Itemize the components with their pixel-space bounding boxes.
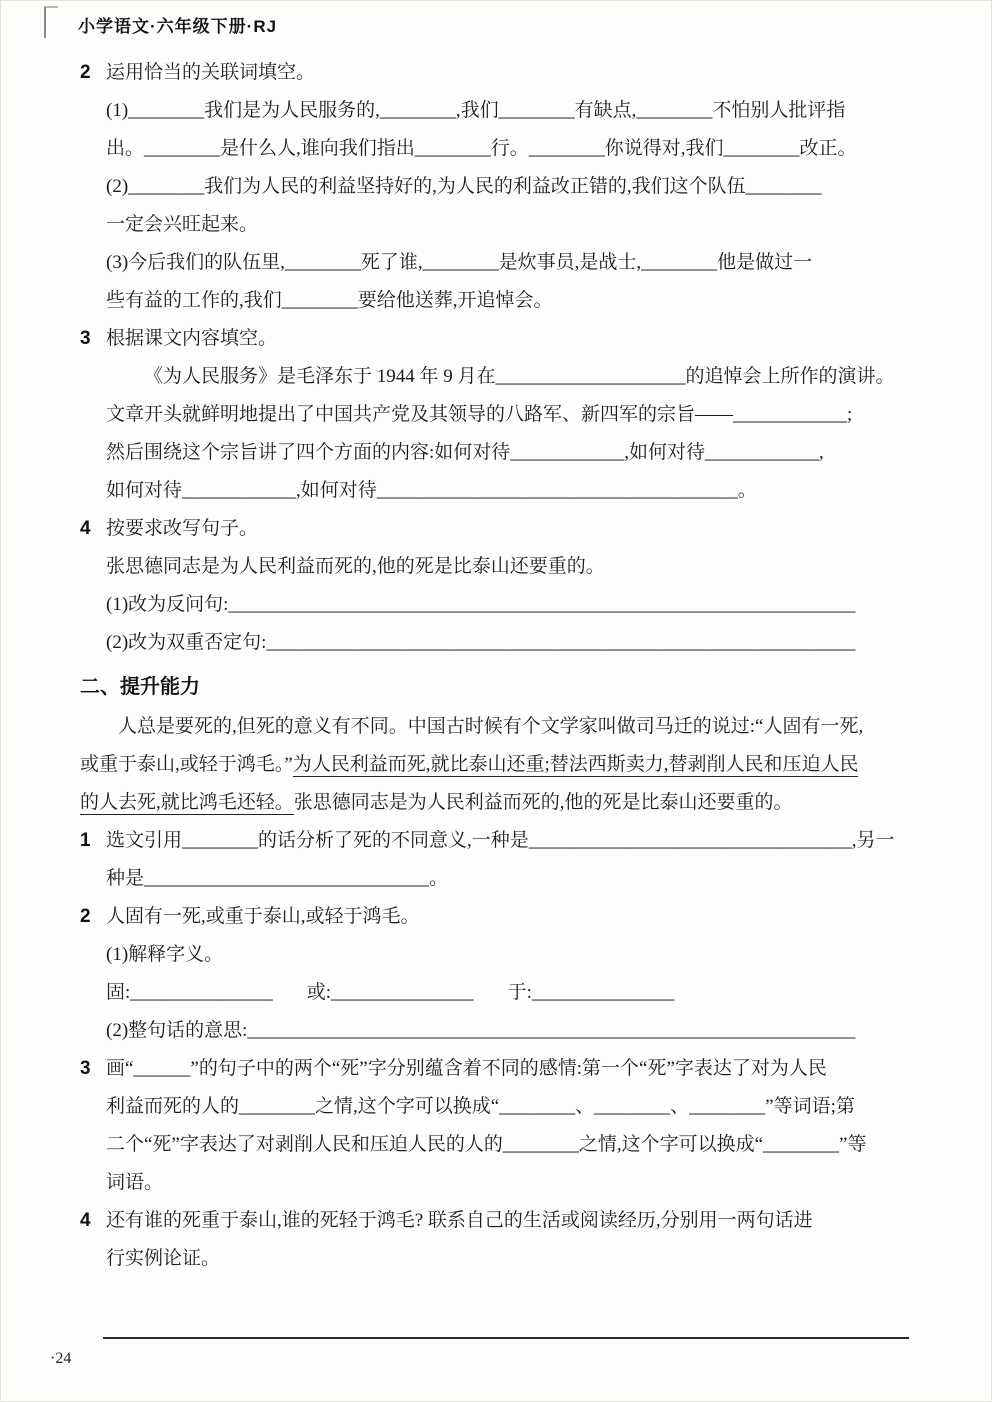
item2-q1-line1: (1)________我们是为人民服务的,________,我们________有缺点,________不怕别人批评指 [106,100,846,121]
item3-paragraph-line3: 然后围绕这个宗旨讲了四个方面的内容:如何对待____________,如何对待____________, [106,442,824,463]
p2-item4-number: 4 [80,1210,91,1231]
p2-item4-line2: 行实例论证。 [106,1248,221,1269]
p2-item4-row [80,1202,914,1240]
section2-heading: 二、提升能力 [80,676,200,698]
corner-crop-mark [44,6,58,38]
p2-item2-number: 2 [80,906,91,927]
worksheet-content [80,54,914,1278]
definition-yu: 于:_______________ [507,982,675,1003]
page-number: ·24 [50,1350,72,1367]
p2-item1-row [80,822,914,860]
p2-item3-line4: 词语。 [106,1172,164,1193]
item4-title: 按要求改写句子。 [106,518,259,539]
item2-number: 2 [80,62,91,83]
item2-q3-line2: 些有益的工作的,我们________要给他送葬,开追悼会。 [106,290,553,311]
footer-rule [103,1337,909,1339]
p2-item2-definitions-row [80,974,914,1012]
item4-number: 4 [80,518,91,539]
item2-q3-line1: (3)今后我们的队伍里,________死了谁,________是炊事员,是战士,________他是做过一 [106,252,813,273]
definition-gu: 固:_______________ [106,982,273,1003]
passage-line2-normal: 或重于泰山,或轻于鸿毛。” [80,754,293,775]
p2-item3-line2: 利益而死的人的________之情,这个字可以换成“________、________、________”等词语;第 [106,1096,855,1117]
p2-item3-line3: 二个“死”字表达了对剥削人民和压迫人民的人的________之情,这个字可以换成“________”等 [106,1134,867,1155]
item3-row [80,320,914,358]
p2-item2-row [80,898,914,936]
item2-title: 运用恰当的关联词填空。 [106,62,316,83]
p2-item2-q1-label: (1)解释字义。 [106,944,224,965]
item3-number: 3 [80,328,91,349]
p2-item2-q2-line: (2)整句话的意思:________________________________________________________________ [106,1020,856,1041]
p2-item3-row [80,1050,914,1088]
p2-item1-line1: 选文引用________的话分析了死的不同意义,一种是__________________________________,另一 [106,830,895,851]
item2-row [80,54,914,92]
item4-q1-line: (1)改为反问句:__________________________________________________________________ [106,594,856,615]
p2-item4-line1: 还有谁的死重于泰山,谁的死轻于鸿毛? 联系自己的生活或阅读经历,分别用一两句话进 [106,1210,813,1231]
item2-q2-line1: (2)________我们为人民的利益坚持好的,为人民的利益改正错的,我们这个队伍________ [106,176,822,197]
p2-item3-number: 3 [80,1058,91,1079]
passage-line3 [80,784,914,822]
definition-huo: 或:_______________ [306,982,474,1003]
p2-item2-title: 人固有一死,或重于泰山,或轻于鸿毛。 [106,906,420,927]
passage-line3-normal: 张思德同志是为人民利益而死的,他的死是比泰山还要重的。 [293,792,793,813]
item2-q1-line2: 出。________是什么人,谁向我们指出________行。________你说得对,我们________改正。 [106,138,857,159]
item2-q2-line2: 一定会兴旺起来。 [106,214,259,235]
passage-line2 [80,746,914,784]
item4-q2-line: (2)改为双重否定句:______________________________________________________________ [106,632,856,653]
item4-row [80,510,914,548]
item3-paragraph-line4: 如何对待____________,如何对待______________________________________。 [106,480,757,501]
p2-item1-number: 1 [80,830,91,851]
page-header-title: 小学语文·六年级下册·RJ [78,17,278,36]
passage-line1: 人总是要死的,但死的意义有不同。中国古时候有个文学家叫做司马迁的说过:“人固有一死, [118,716,864,737]
p2-item1-line2: 种是______________________________。 [106,868,449,889]
passage-line2-underlined: 为人民利益而死,就比泰山还重;替法西斯卖力,替剥削人民和压迫人民 [292,754,859,775]
item3-paragraph-line1: 《为人民服务》是毛泽东于 1944 年 9 月在____________________的追悼会上所作的演讲。 [144,366,895,387]
item4-sentence: 张思德同志是为人民利益而死的,他的死是比泰山还要重的。 [106,556,605,577]
p2-item3-line1: 画“______”的句子中的两个“死”字分别蕴含着不同的感情:第一个“死”字表达了对为人民 [106,1058,827,1079]
item3-paragraph-line2: 文章开头就鲜明地提出了中国共产党及其领导的八路军、新四军的宗旨——____________; [106,404,853,425]
passage-line3-underlined: 的人去死,就比鸿毛还轻。 [80,792,294,813]
item3-title: 根据课文内容填空。 [106,328,278,349]
